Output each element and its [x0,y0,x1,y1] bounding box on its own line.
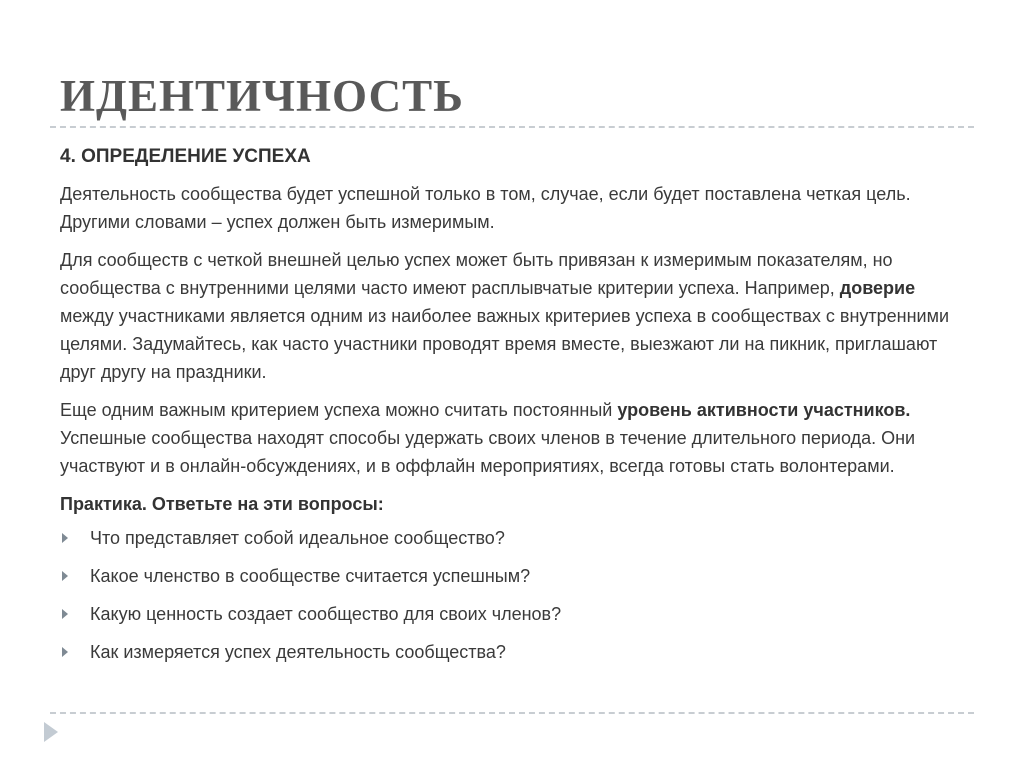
list-item [60,524,960,562]
section-heading: 4. ОПРЕДЕЛЕНИЕ УСПЕХА [60,146,311,167]
question-text: Какое членство в сообществе считается успешным? [90,566,531,586]
triangle-right-icon [62,533,68,543]
triangle-right-icon [62,609,68,619]
paragraph-trust [60,246,960,386]
question-text: Как измеряется успех деятельность сообщества? [90,642,506,662]
paragraph-trust-text-1: Для сообществ с четкой внешней целью успех может быть привязан к измеримым показателям, но сообщества с внутренними целями часто имеют расплывчатые критерии успеха. Например, [60,250,893,298]
paragraph-activity-text-2: Успешные сообщества находят способы удержать своих членов в течение длительного периода. Они участвуют и в онлайн-обсуждениях, и в оффлайн мероприятиях, всегда готовы стать волонтерами. [60,428,916,476]
paragraph-trust-text-2: между участниками является одним из наиболее важных критериев успеха в сообществах с внутренними целями. Задумайтесь, как часто участники проводят время вместе, выезжают ли на пикник, приглашают друг другу на праздники. [60,306,950,382]
paragraph-activity-bold: уровень активности участников. [617,400,911,420]
list-item [60,600,960,638]
footer-divider [50,712,974,714]
paragraph-goal: Деятельность сообщества будет успешной только в том, случае, если будет поставлена четкая цель. Другими словами – успех должен быть измеримым. [60,184,911,232]
triangle-right-icon [62,571,68,581]
question-text: Какую ценность создает сообщество для своих членов? [90,604,562,624]
next-slide-arrow-icon[interactable] [44,722,58,742]
triangle-right-icon [62,647,68,657]
list-item [60,638,960,676]
paragraph-trust-bold: доверие [839,278,916,298]
slide-content [60,140,960,676]
paragraph-activity [60,396,960,480]
list-item [60,562,960,600]
question-list [60,524,960,676]
practice-heading: Практика. Ответьте на эти вопросы: [60,494,384,514]
question-text: Что представляет собой идеальное сообщество? [90,528,505,548]
title-divider [50,126,974,128]
slide-title: ИДЕНТИЧНОСТЬ [60,71,464,121]
paragraph-activity-text-1: Еще одним важным критерием успеха можно считать постоянный [60,400,618,420]
